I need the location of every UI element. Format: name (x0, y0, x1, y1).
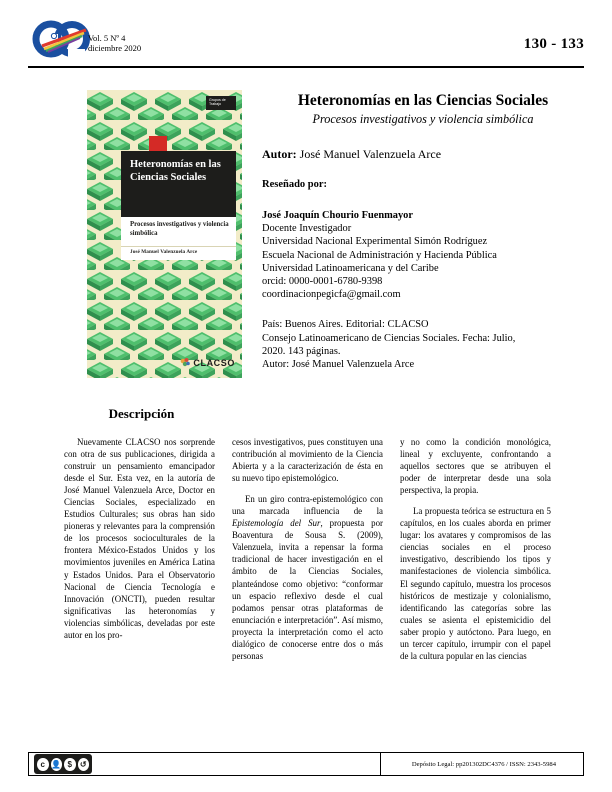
cover-author: José Manuel Valenzuela Arce (121, 246, 236, 260)
reviewer-name: José Joaquín Chourio Fuenmayor (262, 210, 413, 221)
page-range: 130 - 133 (523, 36, 584, 52)
cc-sa-icon: ↺ (78, 758, 90, 771)
cc-nc-icon: $ (64, 758, 76, 771)
body-column-3 (400, 436, 551, 671)
author-line (262, 147, 584, 162)
book-cover-image (87, 90, 242, 378)
body-paragraph: Nuevamente CLACSO nos sorprende con otra de sus publicaciones, dirigida a construir un pensamiento emancipador desde el Sur. Esta vez, en la autoría de José Manuel Valenzuela Arce, Doctor en Ciencias Sociales, especializado en Estudios Culturales; sus obras han sido pioneras y relevantes para la comprensión de los procesos socioculturales de la frontera México-Estados Unidos y los movimientos juveniles en América Latina y Estados Unidos. Para el Observatorio Nacional de Ciencia Tecnología e Innovación (ONCTI), pueden resultar significativas las heteronomías y violencias simbólicas, develadas por este autor en los pro- (64, 437, 215, 640)
page-header (28, 18, 584, 66)
cc-icon: c (37, 758, 49, 771)
body-paragraph: La propuesta teórica se estructura en 5 capítulos, en los cuales aborda en primer lugar: los avatares y compromisos de las ciencias sociales en el proceso investigativo, describiendo los tipos y manifestaciones de violencia simbólica. El segundo capítulo, muestra los procesos históricos de mestizaje y colonialismo, identificando las categorías sobre las cuales se asienta el epistemicidio del saber propio y autóctono. Para luego, en un tercer capítulo, irrumpir con el papel de la cultura popular en las ciencias (400, 506, 551, 661)
body-paragraph: y no como la condición monológica, lineal y excluyente, confrontando a aquellos sectores que se atribuyen el poder de interpretar desde una sola perspectiva, la propia. (400, 437, 551, 496)
cover-collection-badge (206, 96, 236, 110)
article-subtitle: Procesos investigativos y violencia simbólica (312, 112, 534, 126)
deposito-legal: Depósito Legal: pp201302DC4376 / ISSN: 2343-5984 (411, 760, 556, 768)
cited-work-title: Epistemología del Sur (232, 518, 321, 529)
publication-line: Consejo Latinoamericano de Ciencias Sociales. Fecha: Julio, (262, 332, 516, 344)
publication-line: 2020. 143 páginas. (262, 345, 341, 357)
body-column-2 (232, 436, 383, 671)
reviewer-email[interactable]: coordinacionpegicfa@gmail.com (262, 289, 401, 301)
body-columns (64, 436, 552, 671)
author-label: Autor: (262, 147, 297, 161)
publication-line: Autor: José Manuel Valenzuela Arce (262, 359, 415, 371)
issue-date: diciembre 2020 (88, 42, 142, 53)
reviewed-by-label: Reseñado por: (262, 179, 328, 190)
cover-bookmark-icon (149, 136, 167, 152)
header-divider (28, 66, 584, 68)
cover-badge-text: Grupos de Trabajo (209, 98, 226, 107)
clacso-mark-icon (180, 357, 191, 368)
cover-publisher-logo (180, 357, 235, 368)
reviewer-affiliation: Escuela Nacional de Administración y Hacienda Pública (262, 249, 497, 261)
publication-line: País: Buenos Aires. Editorial: CLACSO (262, 319, 429, 331)
reviewer-affiliation: Universidad Nacional Experimental Simón Rodríguez (262, 236, 488, 248)
page-footer (28, 752, 584, 776)
reviewer-affiliation: Universidad Latinoamericana y del Caribe (262, 262, 439, 274)
article-meta (262, 92, 584, 371)
reviewer-block (262, 209, 584, 301)
reviewer-orcid: orcid: 0000-0001-6780-9398 (262, 276, 383, 288)
body-paragraph: cesos investigativos, pues constituyen una contribución al movimiento de la Ciencia Abierta y a la caracterización de ésta en su nuevo tipo epistemológico. (232, 437, 383, 484)
section-heading: Descripción (108, 406, 175, 421)
creative-commons-badge[interactable] (34, 754, 92, 774)
cover-title: Heteronomías en las Ciencias Sociales (121, 151, 236, 217)
journal-logo (32, 18, 94, 60)
article-title: Heteronomías en las Ciencias Sociales (297, 92, 549, 109)
publication-info (262, 318, 584, 371)
cover-subtitle: Procesos investigativos y violencia simbólica (121, 217, 236, 246)
volume-info (88, 34, 141, 53)
cc-by-icon: 👤 (51, 759, 62, 769)
reviewer-affiliation: Docente Investigador (262, 223, 352, 235)
volume-number: Vol. 5 Nº 4 (88, 33, 126, 43)
clacso-wordmark: CLACSO (193, 357, 235, 368)
author-name: José Manuel Valenzuela Arce (299, 147, 442, 161)
body-column-1 (64, 436, 215, 671)
body-paragraph: En un giro contra-epistemológico con una marcada influencia de la Epistemología del Sur, propuesta por Boaventura de Sousa S. (2009), Valenzuela, invita a repensar la forma tradicional de hacer investigación en el ámbito de la Ciencias Sociales, planteándose como objetivo: “conformar un espacio reflexivo desde el cual podamos pensar otras plataformas de enunciación e interpretación”. Así mismo, proyecta la interpretación como el acto dialógico de conocerse entre dos o más personas (232, 494, 383, 661)
